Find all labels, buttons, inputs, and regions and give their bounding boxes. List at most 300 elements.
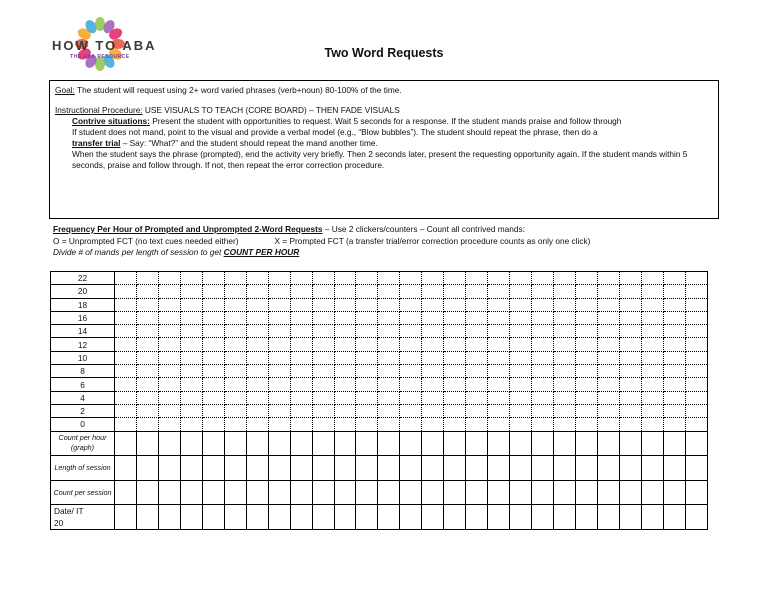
grid-cell[interactable] bbox=[312, 404, 334, 417]
grid-cell[interactable] bbox=[444, 338, 466, 351]
grid-cell[interactable] bbox=[312, 285, 334, 298]
grid-cell[interactable] bbox=[202, 338, 224, 351]
grid-cell[interactable] bbox=[268, 285, 290, 298]
grid-cell[interactable] bbox=[597, 285, 619, 298]
grid-cell[interactable] bbox=[422, 351, 444, 364]
grid-cell[interactable] bbox=[136, 351, 158, 364]
grid-cell[interactable] bbox=[115, 311, 137, 324]
grid-cell[interactable] bbox=[685, 505, 707, 530]
grid-cell[interactable] bbox=[685, 285, 707, 298]
grid-cell[interactable] bbox=[312, 298, 334, 311]
grid-cell[interactable] bbox=[202, 480, 224, 505]
grid-cell[interactable] bbox=[597, 311, 619, 324]
grid-cell[interactable] bbox=[312, 325, 334, 338]
grid-cell[interactable] bbox=[136, 285, 158, 298]
grid-cell[interactable] bbox=[356, 298, 378, 311]
grid-cell[interactable] bbox=[510, 351, 532, 364]
grid-cell[interactable] bbox=[554, 391, 576, 404]
grid-cell[interactable] bbox=[400, 338, 422, 351]
grid-cell[interactable] bbox=[268, 480, 290, 505]
grid-cell[interactable] bbox=[356, 365, 378, 378]
grid-cell[interactable] bbox=[400, 404, 422, 417]
grid-cell[interactable] bbox=[532, 338, 554, 351]
grid-cell[interactable] bbox=[554, 272, 576, 285]
grid-cell[interactable] bbox=[510, 325, 532, 338]
grid-cell[interactable] bbox=[378, 338, 400, 351]
grid-cell[interactable] bbox=[334, 298, 356, 311]
grid-cell[interactable] bbox=[685, 456, 707, 481]
grid-cell[interactable] bbox=[444, 418, 466, 431]
grid-cell[interactable] bbox=[422, 456, 444, 481]
grid-cell[interactable] bbox=[224, 325, 246, 338]
grid-cell[interactable] bbox=[180, 351, 202, 364]
grid-cell[interactable] bbox=[400, 272, 422, 285]
grid-cell[interactable] bbox=[466, 480, 488, 505]
grid-cell[interactable] bbox=[554, 325, 576, 338]
grid-cell[interactable] bbox=[400, 365, 422, 378]
grid-cell[interactable] bbox=[312, 418, 334, 431]
grid-cell[interactable] bbox=[268, 325, 290, 338]
grid-cell[interactable] bbox=[685, 418, 707, 431]
grid-cell[interactable] bbox=[158, 456, 180, 481]
grid-cell[interactable] bbox=[312, 378, 334, 391]
grid-cell[interactable] bbox=[136, 404, 158, 417]
grid-cell[interactable] bbox=[488, 285, 510, 298]
grid-cell[interactable] bbox=[290, 311, 312, 324]
grid-cell[interactable] bbox=[576, 311, 598, 324]
grid-cell[interactable] bbox=[180, 404, 202, 417]
grid-cell[interactable] bbox=[510, 285, 532, 298]
grid-cell[interactable] bbox=[641, 404, 663, 417]
grid-cell[interactable] bbox=[685, 272, 707, 285]
grid-cell[interactable] bbox=[597, 378, 619, 391]
grid-cell[interactable] bbox=[510, 431, 532, 456]
grid-cell[interactable] bbox=[466, 378, 488, 391]
grid-cell[interactable] bbox=[597, 404, 619, 417]
grid-cell[interactable] bbox=[356, 351, 378, 364]
grid-cell[interactable] bbox=[290, 325, 312, 338]
grid-cell[interactable] bbox=[246, 365, 268, 378]
grid-cell[interactable] bbox=[641, 378, 663, 391]
grid-cell[interactable] bbox=[400, 325, 422, 338]
grid-cell[interactable] bbox=[641, 338, 663, 351]
grid-cell[interactable] bbox=[400, 285, 422, 298]
grid-cell[interactable] bbox=[685, 431, 707, 456]
grid-cell[interactable] bbox=[290, 351, 312, 364]
grid-cell[interactable] bbox=[422, 285, 444, 298]
grid-cell[interactable] bbox=[115, 325, 137, 338]
grid-cell[interactable] bbox=[202, 404, 224, 417]
grid-cell[interactable] bbox=[158, 480, 180, 505]
grid-cell[interactable] bbox=[378, 351, 400, 364]
grid-cell[interactable] bbox=[268, 505, 290, 530]
grid-cell[interactable] bbox=[422, 505, 444, 530]
grid-cell[interactable] bbox=[334, 404, 356, 417]
grid-cell[interactable] bbox=[641, 365, 663, 378]
grid-cell[interactable] bbox=[466, 404, 488, 417]
grid-cell[interactable] bbox=[312, 391, 334, 404]
grid-cell[interactable] bbox=[488, 505, 510, 530]
grid-cell[interactable] bbox=[246, 298, 268, 311]
grid-cell[interactable] bbox=[246, 351, 268, 364]
grid-cell[interactable] bbox=[510, 480, 532, 505]
grid-cell[interactable] bbox=[290, 418, 312, 431]
grid-cell[interactable] bbox=[597, 480, 619, 505]
grid-cell[interactable] bbox=[246, 325, 268, 338]
grid-cell[interactable] bbox=[180, 285, 202, 298]
grid-cell[interactable] bbox=[444, 378, 466, 391]
grid-cell[interactable] bbox=[115, 456, 137, 481]
grid-cell[interactable] bbox=[576, 418, 598, 431]
grid-cell[interactable] bbox=[444, 480, 466, 505]
grid-cell[interactable] bbox=[290, 285, 312, 298]
grid-cell[interactable] bbox=[422, 325, 444, 338]
grid-cell[interactable] bbox=[554, 338, 576, 351]
grid-cell[interactable] bbox=[554, 505, 576, 530]
grid-cell[interactable] bbox=[202, 378, 224, 391]
grid-cell[interactable] bbox=[180, 325, 202, 338]
grid-cell[interactable] bbox=[268, 351, 290, 364]
grid-cell[interactable] bbox=[510, 418, 532, 431]
grid-cell[interactable] bbox=[246, 272, 268, 285]
grid-cell[interactable] bbox=[554, 456, 576, 481]
grid-cell[interactable] bbox=[268, 391, 290, 404]
grid-cell[interactable] bbox=[136, 456, 158, 481]
grid-cell[interactable] bbox=[202, 418, 224, 431]
grid-cell[interactable] bbox=[532, 418, 554, 431]
grid-cell[interactable] bbox=[619, 298, 641, 311]
grid-cell[interactable] bbox=[378, 480, 400, 505]
grid-cell[interactable] bbox=[224, 311, 246, 324]
grid-cell[interactable] bbox=[422, 365, 444, 378]
grid-cell[interactable] bbox=[268, 456, 290, 481]
grid-cell[interactable] bbox=[400, 391, 422, 404]
grid-cell[interactable] bbox=[115, 298, 137, 311]
grid-cell[interactable] bbox=[576, 351, 598, 364]
grid-cell[interactable] bbox=[554, 285, 576, 298]
grid-cell[interactable] bbox=[202, 365, 224, 378]
grid-cell[interactable] bbox=[641, 351, 663, 364]
grid-cell[interactable] bbox=[158, 391, 180, 404]
grid-cell[interactable] bbox=[685, 378, 707, 391]
grid-cell[interactable] bbox=[158, 365, 180, 378]
grid-cell[interactable] bbox=[597, 365, 619, 378]
grid-cell[interactable] bbox=[268, 378, 290, 391]
grid-cell[interactable] bbox=[510, 378, 532, 391]
grid-cell[interactable] bbox=[466, 418, 488, 431]
grid-cell[interactable] bbox=[158, 351, 180, 364]
grid-cell[interactable] bbox=[290, 365, 312, 378]
grid-cell[interactable] bbox=[202, 391, 224, 404]
grid-cell[interactable] bbox=[532, 431, 554, 456]
grid-cell[interactable] bbox=[641, 285, 663, 298]
grid-cell[interactable] bbox=[378, 311, 400, 324]
grid-cell[interactable] bbox=[180, 378, 202, 391]
grid-cell[interactable] bbox=[180, 456, 202, 481]
grid-cell[interactable] bbox=[224, 378, 246, 391]
grid-cell[interactable] bbox=[444, 505, 466, 530]
grid-cell[interactable] bbox=[334, 365, 356, 378]
grid-cell[interactable] bbox=[641, 391, 663, 404]
grid-cell[interactable] bbox=[641, 431, 663, 456]
grid-cell[interactable] bbox=[663, 311, 685, 324]
grid-cell[interactable] bbox=[356, 285, 378, 298]
grid-cell[interactable] bbox=[554, 431, 576, 456]
grid-cell[interactable] bbox=[685, 311, 707, 324]
grid-cell[interactable] bbox=[115, 285, 137, 298]
grid-cell[interactable] bbox=[619, 378, 641, 391]
grid-cell[interactable] bbox=[466, 272, 488, 285]
grid-cell[interactable] bbox=[597, 505, 619, 530]
grid-cell[interactable] bbox=[180, 272, 202, 285]
grid-cell[interactable] bbox=[334, 272, 356, 285]
grid-cell[interactable] bbox=[334, 480, 356, 505]
grid-cell[interactable] bbox=[158, 431, 180, 456]
grid-cell[interactable] bbox=[488, 480, 510, 505]
grid-cell[interactable] bbox=[400, 431, 422, 456]
grid-cell[interactable] bbox=[268, 311, 290, 324]
grid-cell[interactable] bbox=[246, 285, 268, 298]
grid-cell[interactable] bbox=[466, 285, 488, 298]
grid-cell[interactable] bbox=[510, 338, 532, 351]
grid-cell[interactable] bbox=[619, 272, 641, 285]
grid-cell[interactable] bbox=[312, 431, 334, 456]
grid-cell[interactable] bbox=[641, 480, 663, 505]
grid-cell[interactable] bbox=[576, 378, 598, 391]
grid-cell[interactable] bbox=[444, 351, 466, 364]
grid-cell[interactable] bbox=[356, 505, 378, 530]
grid-cell[interactable] bbox=[290, 298, 312, 311]
grid-cell[interactable] bbox=[136, 325, 158, 338]
grid-cell[interactable] bbox=[685, 365, 707, 378]
grid-cell[interactable] bbox=[488, 298, 510, 311]
grid-cell[interactable] bbox=[422, 272, 444, 285]
grid-cell[interactable] bbox=[466, 391, 488, 404]
grid-cell[interactable] bbox=[115, 431, 137, 456]
grid-cell[interactable] bbox=[532, 404, 554, 417]
grid-cell[interactable] bbox=[312, 505, 334, 530]
grid-cell[interactable] bbox=[663, 456, 685, 481]
grid-cell[interactable] bbox=[115, 505, 137, 530]
grid-cell[interactable] bbox=[202, 285, 224, 298]
grid-cell[interactable] bbox=[488, 456, 510, 481]
grid-cell[interactable] bbox=[663, 431, 685, 456]
grid-cell[interactable] bbox=[488, 338, 510, 351]
grid-cell[interactable] bbox=[378, 404, 400, 417]
grid-cell[interactable] bbox=[290, 404, 312, 417]
grid-cell[interactable] bbox=[597, 418, 619, 431]
grid-cell[interactable] bbox=[202, 325, 224, 338]
grid-cell[interactable] bbox=[180, 480, 202, 505]
grid-cell[interactable] bbox=[312, 272, 334, 285]
grid-cell[interactable] bbox=[466, 456, 488, 481]
grid-cell[interactable] bbox=[356, 311, 378, 324]
grid-cell[interactable] bbox=[576, 431, 598, 456]
grid-cell[interactable] bbox=[400, 505, 422, 530]
grid-cell[interactable] bbox=[554, 480, 576, 505]
grid-cell[interactable] bbox=[268, 338, 290, 351]
grid-cell[interactable] bbox=[180, 391, 202, 404]
grid-cell[interactable] bbox=[158, 311, 180, 324]
grid-cell[interactable] bbox=[685, 298, 707, 311]
grid-cell[interactable] bbox=[619, 311, 641, 324]
grid-cell[interactable] bbox=[246, 391, 268, 404]
grid-cell[interactable] bbox=[663, 378, 685, 391]
grid-cell[interactable] bbox=[158, 325, 180, 338]
grid-cell[interactable] bbox=[290, 480, 312, 505]
grid-cell[interactable] bbox=[510, 456, 532, 481]
grid-cell[interactable] bbox=[488, 272, 510, 285]
grid-cell[interactable] bbox=[224, 338, 246, 351]
grid-cell[interactable] bbox=[246, 456, 268, 481]
grid-cell[interactable] bbox=[136, 431, 158, 456]
grid-cell[interactable] bbox=[378, 285, 400, 298]
grid-cell[interactable] bbox=[180, 311, 202, 324]
grid-cell[interactable] bbox=[576, 456, 598, 481]
grid-cell[interactable] bbox=[576, 272, 598, 285]
grid-cell[interactable] bbox=[554, 298, 576, 311]
grid-cell[interactable] bbox=[180, 298, 202, 311]
grid-cell[interactable] bbox=[378, 505, 400, 530]
grid-cell[interactable] bbox=[641, 456, 663, 481]
grid-cell[interactable] bbox=[378, 391, 400, 404]
grid-cell[interactable] bbox=[290, 431, 312, 456]
grid-cell[interactable] bbox=[554, 365, 576, 378]
grid-cell[interactable] bbox=[576, 285, 598, 298]
grid-cell[interactable] bbox=[576, 404, 598, 417]
grid-cell[interactable] bbox=[246, 378, 268, 391]
grid-cell[interactable] bbox=[378, 298, 400, 311]
grid-cell[interactable] bbox=[466, 325, 488, 338]
grid-cell[interactable] bbox=[444, 311, 466, 324]
grid-cell[interactable] bbox=[576, 505, 598, 530]
grid-cell[interactable] bbox=[246, 480, 268, 505]
grid-cell[interactable] bbox=[290, 505, 312, 530]
grid-cell[interactable] bbox=[334, 505, 356, 530]
grid-cell[interactable] bbox=[422, 338, 444, 351]
grid-cell[interactable] bbox=[356, 480, 378, 505]
grid-cell[interactable] bbox=[312, 365, 334, 378]
grid-cell[interactable] bbox=[532, 298, 554, 311]
grid-cell[interactable] bbox=[663, 505, 685, 530]
grid-cell[interactable] bbox=[510, 505, 532, 530]
grid-cell[interactable] bbox=[641, 418, 663, 431]
grid-cell[interactable] bbox=[180, 505, 202, 530]
grid-cell[interactable] bbox=[115, 404, 137, 417]
grid-cell[interactable] bbox=[268, 365, 290, 378]
grid-cell[interactable] bbox=[619, 338, 641, 351]
grid-cell[interactable] bbox=[663, 351, 685, 364]
grid-cell[interactable] bbox=[444, 391, 466, 404]
grid-cell[interactable] bbox=[246, 311, 268, 324]
grid-cell[interactable] bbox=[663, 391, 685, 404]
grid-cell[interactable] bbox=[488, 325, 510, 338]
grid-cell[interactable] bbox=[268, 272, 290, 285]
grid-cell[interactable] bbox=[597, 298, 619, 311]
grid-cell[interactable] bbox=[554, 311, 576, 324]
grid-cell[interactable] bbox=[378, 418, 400, 431]
grid-cell[interactable] bbox=[663, 272, 685, 285]
grid-cell[interactable] bbox=[224, 404, 246, 417]
grid-cell[interactable] bbox=[466, 311, 488, 324]
grid-cell[interactable] bbox=[444, 325, 466, 338]
grid-cell[interactable] bbox=[202, 505, 224, 530]
grid-cell[interactable] bbox=[180, 338, 202, 351]
grid-cell[interactable] bbox=[136, 378, 158, 391]
grid-cell[interactable] bbox=[444, 431, 466, 456]
grid-cell[interactable] bbox=[158, 418, 180, 431]
grid-cell[interactable] bbox=[224, 418, 246, 431]
grid-cell[interactable] bbox=[334, 391, 356, 404]
grid-cell[interactable] bbox=[115, 378, 137, 391]
grid-cell[interactable] bbox=[334, 325, 356, 338]
grid-cell[interactable] bbox=[224, 285, 246, 298]
grid-cell[interactable] bbox=[532, 285, 554, 298]
grid-cell[interactable] bbox=[444, 404, 466, 417]
grid-cell[interactable] bbox=[136, 391, 158, 404]
grid-cell[interactable] bbox=[597, 325, 619, 338]
grid-cell[interactable] bbox=[619, 505, 641, 530]
grid-cell[interactable] bbox=[224, 365, 246, 378]
grid-cell[interactable] bbox=[554, 378, 576, 391]
grid-cell[interactable] bbox=[224, 456, 246, 481]
grid-cell[interactable] bbox=[290, 272, 312, 285]
grid-cell[interactable] bbox=[290, 378, 312, 391]
grid-cell[interactable] bbox=[312, 480, 334, 505]
grid-cell[interactable] bbox=[334, 378, 356, 391]
grid-cell[interactable] bbox=[378, 365, 400, 378]
grid-cell[interactable] bbox=[663, 298, 685, 311]
grid-cell[interactable] bbox=[597, 272, 619, 285]
grid-cell[interactable] bbox=[488, 404, 510, 417]
grid-cell[interactable] bbox=[510, 311, 532, 324]
grid-cell[interactable] bbox=[663, 418, 685, 431]
grid-cell[interactable] bbox=[663, 404, 685, 417]
grid-cell[interactable] bbox=[115, 365, 137, 378]
grid-cell[interactable] bbox=[158, 338, 180, 351]
grid-cell[interactable] bbox=[136, 338, 158, 351]
grid-cell[interactable] bbox=[576, 338, 598, 351]
grid-cell[interactable] bbox=[576, 298, 598, 311]
grid-cell[interactable] bbox=[422, 391, 444, 404]
grid-cell[interactable] bbox=[378, 325, 400, 338]
grid-cell[interactable] bbox=[422, 378, 444, 391]
grid-cell[interactable] bbox=[290, 456, 312, 481]
grid-cell[interactable] bbox=[158, 272, 180, 285]
grid-cell[interactable] bbox=[246, 418, 268, 431]
grid-cell[interactable] bbox=[532, 378, 554, 391]
grid-cell[interactable] bbox=[444, 272, 466, 285]
grid-cell[interactable] bbox=[334, 285, 356, 298]
grid-cell[interactable] bbox=[356, 272, 378, 285]
grid-cell[interactable] bbox=[224, 298, 246, 311]
grid-cell[interactable] bbox=[619, 285, 641, 298]
grid-cell[interactable] bbox=[356, 404, 378, 417]
grid-cell[interactable] bbox=[422, 311, 444, 324]
grid-cell[interactable] bbox=[488, 418, 510, 431]
grid-cell[interactable] bbox=[685, 480, 707, 505]
grid-cell[interactable] bbox=[224, 431, 246, 456]
grid-cell[interactable] bbox=[378, 378, 400, 391]
grid-cell[interactable] bbox=[510, 391, 532, 404]
grid-cell[interactable] bbox=[136, 505, 158, 530]
grid-cell[interactable] bbox=[400, 418, 422, 431]
grid-cell[interactable] bbox=[158, 285, 180, 298]
grid-cell[interactable] bbox=[115, 351, 137, 364]
grid-cell[interactable] bbox=[224, 272, 246, 285]
grid-cell[interactable] bbox=[202, 311, 224, 324]
grid-cell[interactable] bbox=[685, 391, 707, 404]
